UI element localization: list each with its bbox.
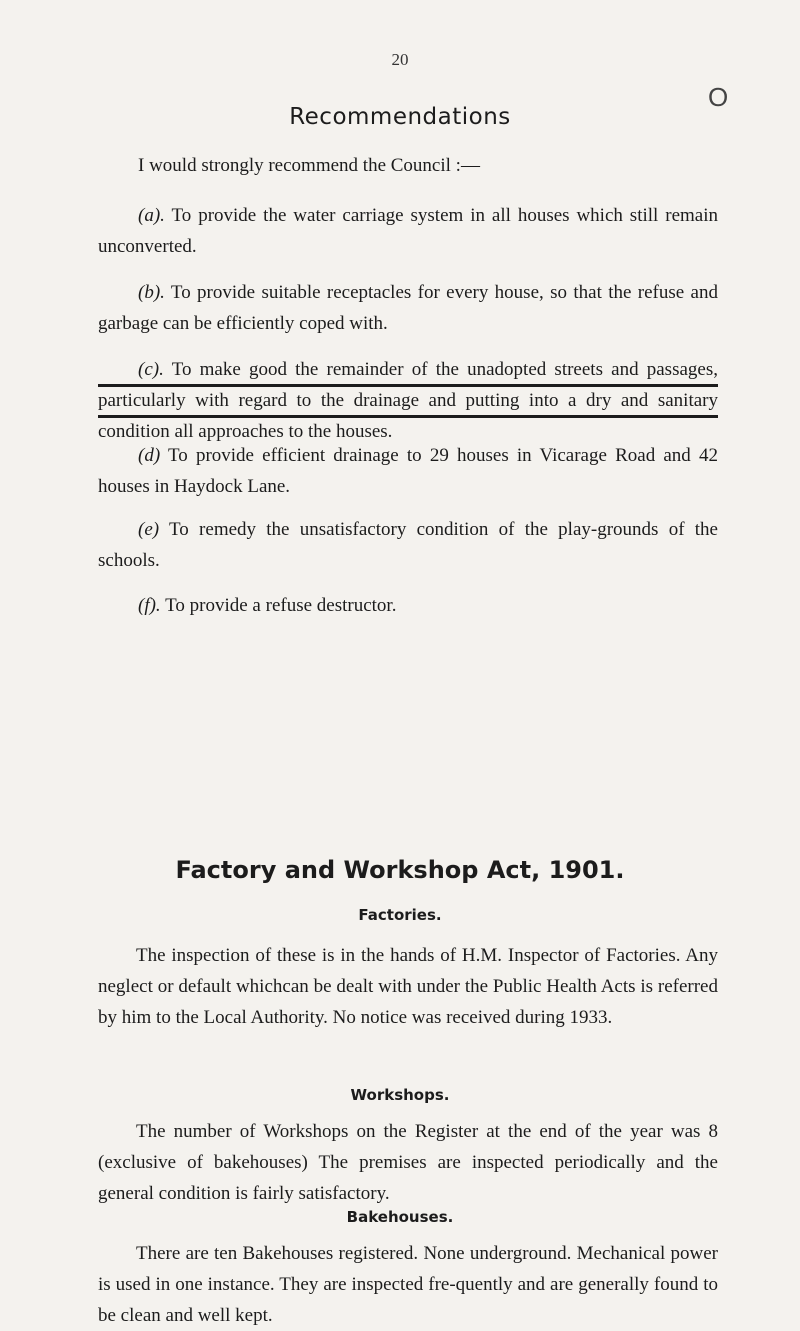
act-heading: Factory and Workshop Act, 1901. — [175, 856, 625, 884]
recommendation-b-text: To provide suitable receptacles for every house, so that the refuse and garbage can be efficiently coped with. — [98, 282, 718, 334]
recommendation-a — [98, 200, 718, 262]
margin-mark: O — [708, 82, 729, 112]
recommendation-e-label: (e) — [138, 519, 160, 540]
recommendation-d-label: (d) — [138, 445, 161, 466]
recommendation-c-label: (c). — [138, 359, 164, 380]
underline-rule — [98, 384, 718, 387]
recommendation-f-label: (f). — [138, 595, 161, 616]
recommendations-heading: Recommendations — [289, 104, 511, 130]
underline-rule — [98, 415, 718, 418]
workshops-paragraph — [98, 1116, 718, 1209]
recommendation-d — [98, 440, 718, 502]
bakehouses-paragraph — [98, 1238, 718, 1331]
recommendation-e-text: To remedy the unsatisfactory condition of the play-grounds of the schools. — [98, 519, 718, 571]
workshops-text: The number of Workshops on the Register at the end of the year was 8 (exclusive of bakehouses) The premises are inspected periodically and the general condition is fairly satisfactory. — [98, 1121, 718, 1204]
recommendation-f — [98, 590, 718, 621]
recommendation-a-label: (a). — [138, 205, 165, 226]
recommendation-a-text: To provide the water carriage system in all houses which still remain unconverted. — [98, 205, 718, 257]
bakehouses-text: There are ten Bakehouses registered. None underground. Mechanical power is used in one instance. They are inspected fre-quently and are generally found to be clean and well kept. — [98, 1243, 718, 1326]
recommendations-intro: I would strongly recommend the Council :— — [138, 155, 480, 176]
recommendation-c-text: To make good the remainder of the unadopted streets and passages, particularly with regard to the drainage and putting into a dry and sanitary condition all approaches to the houses. — [98, 359, 718, 442]
recommendation-d-text: To provide efficient drainage to 29 houses in Vicarage Road and 42 houses in Haydock Lane. — [98, 445, 718, 497]
factories-paragraph — [98, 940, 718, 1033]
factories-heading: Factories. — [358, 906, 442, 924]
page-number: 20 — [391, 50, 409, 69]
workshops-heading: Workshops. — [350, 1086, 450, 1104]
factories-text: The inspection of these is in the hands of H.M. Inspector of Factories. Any neglect or default whichcan be dealt with under the Public Health Acts is referred by him to the Local Authority. No notice was received during 1933. — [98, 945, 718, 1028]
recommendation-b-label: (b). — [138, 282, 165, 303]
recommendation-c — [98, 354, 718, 447]
recommendation-e — [98, 514, 718, 576]
recommendation-b — [98, 277, 718, 339]
recommendation-f-text: To provide a refuse destructor. — [165, 595, 397, 616]
bakehouses-heading: Bakehouses. — [346, 1208, 454, 1226]
